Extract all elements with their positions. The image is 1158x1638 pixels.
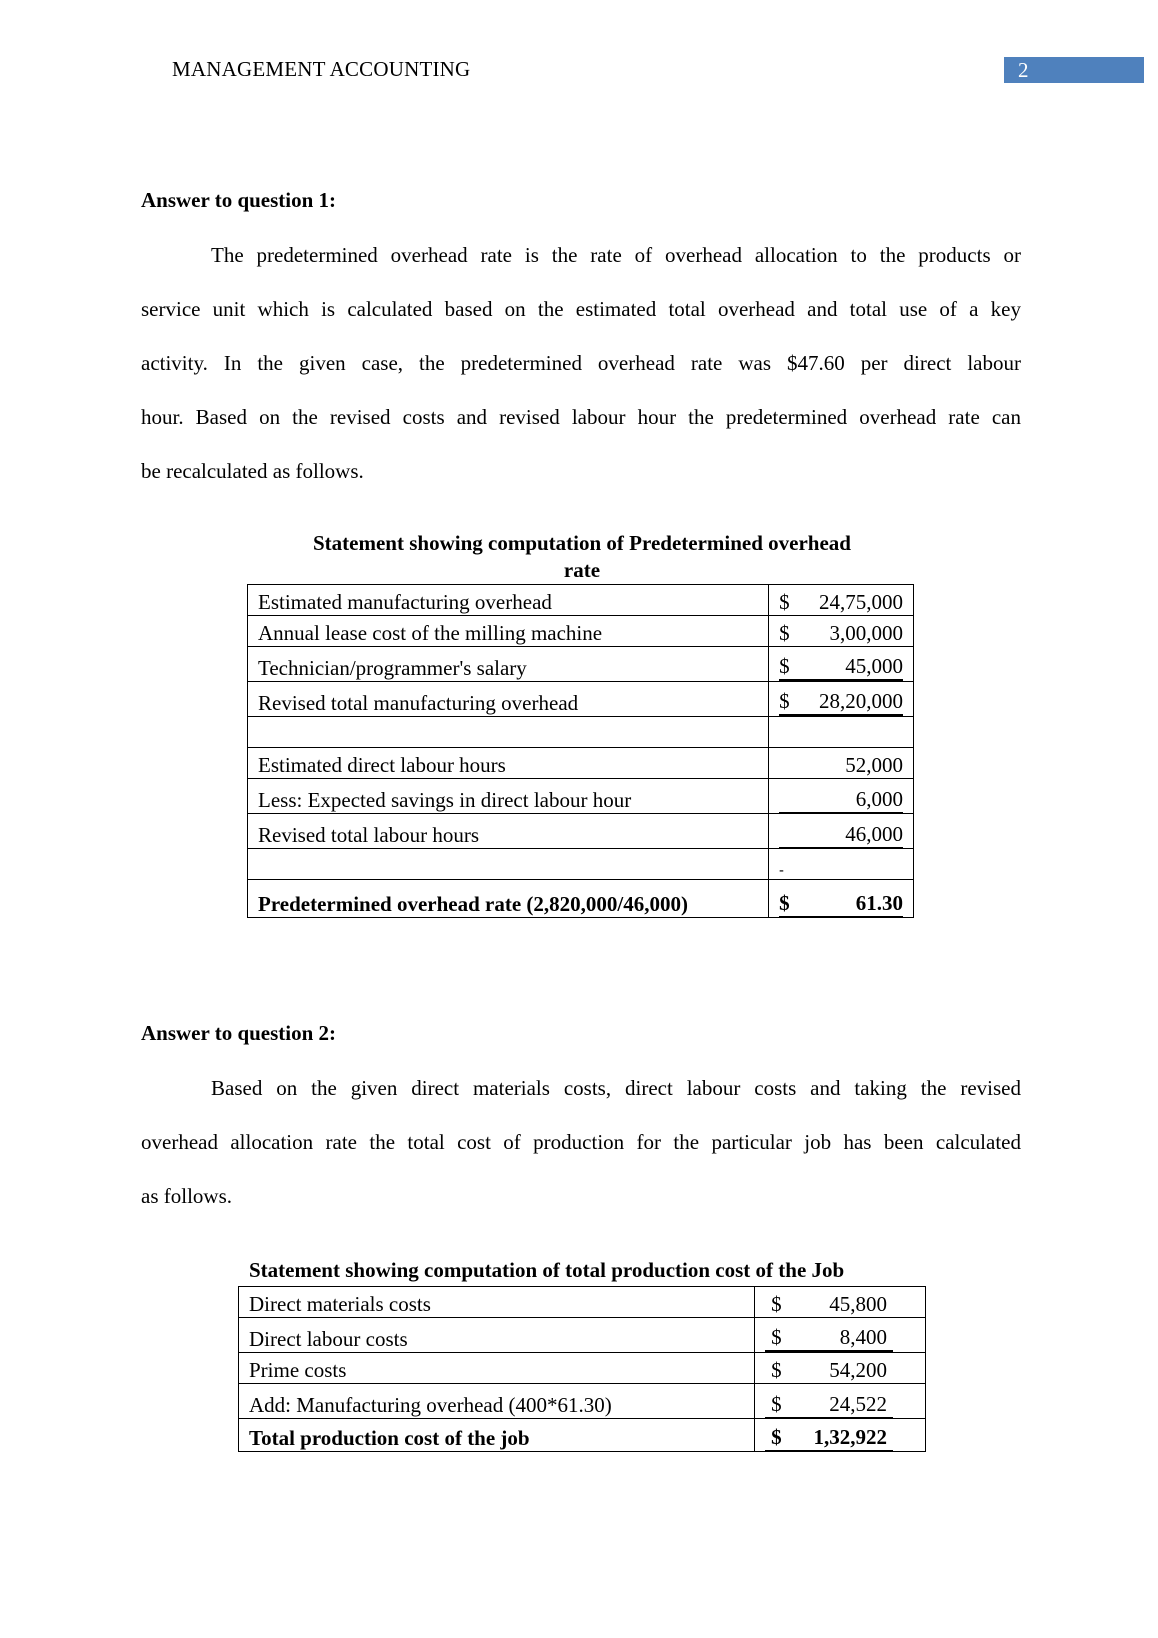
row-label: Annual lease cost of the milling machine xyxy=(248,616,769,647)
table-row xyxy=(239,1384,926,1419)
row-label: Add: Manufacturing overhead (400*61.30) xyxy=(239,1384,755,1419)
row-label: Prime costs xyxy=(239,1353,755,1384)
q1-para-line: activity. In the given case, the predetermined overhead rate was $47.60 per direct labour xyxy=(141,351,1021,375)
row-amount: $ 24,75,000 xyxy=(769,585,914,616)
row-label: Revised total manufacturing overhead xyxy=(248,682,769,717)
q2-table-caption: Statement showing computation of total production cost of the Job xyxy=(249,1258,845,1282)
row-label: Direct labour costs xyxy=(239,1318,755,1353)
row-amount: 52,000 xyxy=(769,748,914,779)
q1-overhead-table xyxy=(247,584,914,918)
row-label: Estimated direct labour hours xyxy=(248,748,769,779)
running-header-title: MANAGEMENT ACCOUNTING xyxy=(172,57,471,81)
q1-para-line: be recalculated as follows. xyxy=(141,459,364,483)
q1-paragraph xyxy=(141,228,1021,498)
table-row xyxy=(248,682,914,717)
table-row xyxy=(248,647,914,682)
table-row-total xyxy=(248,880,914,918)
row-label xyxy=(248,849,769,880)
table-row xyxy=(248,779,914,814)
row-label: Predetermined overhead rate (2,820,000/46,000) xyxy=(248,880,769,918)
q1-heading: Answer to question 1: xyxy=(141,188,337,212)
row-amount: - xyxy=(769,849,914,880)
row-amount: 6,000 xyxy=(769,779,914,814)
q2-production-cost-table xyxy=(238,1286,926,1452)
row-label: Less: Expected savings in direct labour hour xyxy=(248,779,769,814)
row-amount: $ 24,522 xyxy=(755,1384,926,1419)
row-label: Estimated manufacturing overhead xyxy=(248,585,769,616)
table-row xyxy=(239,1287,926,1318)
page-number-badge: 2 xyxy=(1004,57,1144,83)
q1-para-line: service unit which is calculated based on the estimated total overhead and total use of a key xyxy=(141,297,1021,321)
row-label xyxy=(248,717,769,748)
table-row xyxy=(239,1318,926,1353)
q2-paragraph xyxy=(141,1061,1021,1223)
q2-para-line: as follows. xyxy=(141,1184,232,1208)
table-row xyxy=(248,616,914,647)
row-amount: 46,000 xyxy=(769,814,914,849)
row-amount xyxy=(769,717,914,748)
table-row xyxy=(239,1353,926,1384)
row-amount: $ 54,200 xyxy=(755,1353,926,1384)
row-amount: $ 3,00,000 xyxy=(769,616,914,647)
row-amount: $ 45,800 xyxy=(755,1287,926,1318)
row-amount: $ 28,20,000 xyxy=(769,682,914,717)
row-amount: $ 8,400 xyxy=(755,1318,926,1353)
q2-para-line: Based on the given direct materials costs, direct labour costs and taking the revised xyxy=(211,1076,1021,1100)
table-row-total xyxy=(239,1419,926,1452)
caption-line: rate xyxy=(563,558,601,582)
table-row xyxy=(248,748,914,779)
q2-para-line: overhead allocation rate the total cost of production for the particular job has been calculated xyxy=(141,1130,1021,1154)
table-row-blank xyxy=(248,717,914,748)
row-label: Total production cost of the job xyxy=(239,1419,755,1452)
row-amount: $ 1,32,922 xyxy=(755,1419,926,1452)
table-row xyxy=(248,585,914,616)
q1-para-line: hour. Based on the revised costs and revised labour hour the predetermined overhead rate can xyxy=(141,405,1021,429)
table-row-blank xyxy=(248,849,914,880)
q1-para-line: The predetermined overhead rate is the rate of overhead allocation to the products or xyxy=(211,243,1021,267)
row-amount: $ 45,000 xyxy=(769,647,914,682)
row-amount: $ 61.30 xyxy=(769,880,914,918)
row-label: Technician/programmer's salary xyxy=(248,647,769,682)
row-label: Direct materials costs xyxy=(239,1287,755,1318)
q1-table-caption xyxy=(247,530,917,584)
row-label: Revised total labour hours xyxy=(248,814,769,849)
table-row xyxy=(248,814,914,849)
q2-heading: Answer to question 2: xyxy=(141,1021,337,1045)
caption-line: Statement showing computation of Predetermined overhead xyxy=(313,531,851,555)
